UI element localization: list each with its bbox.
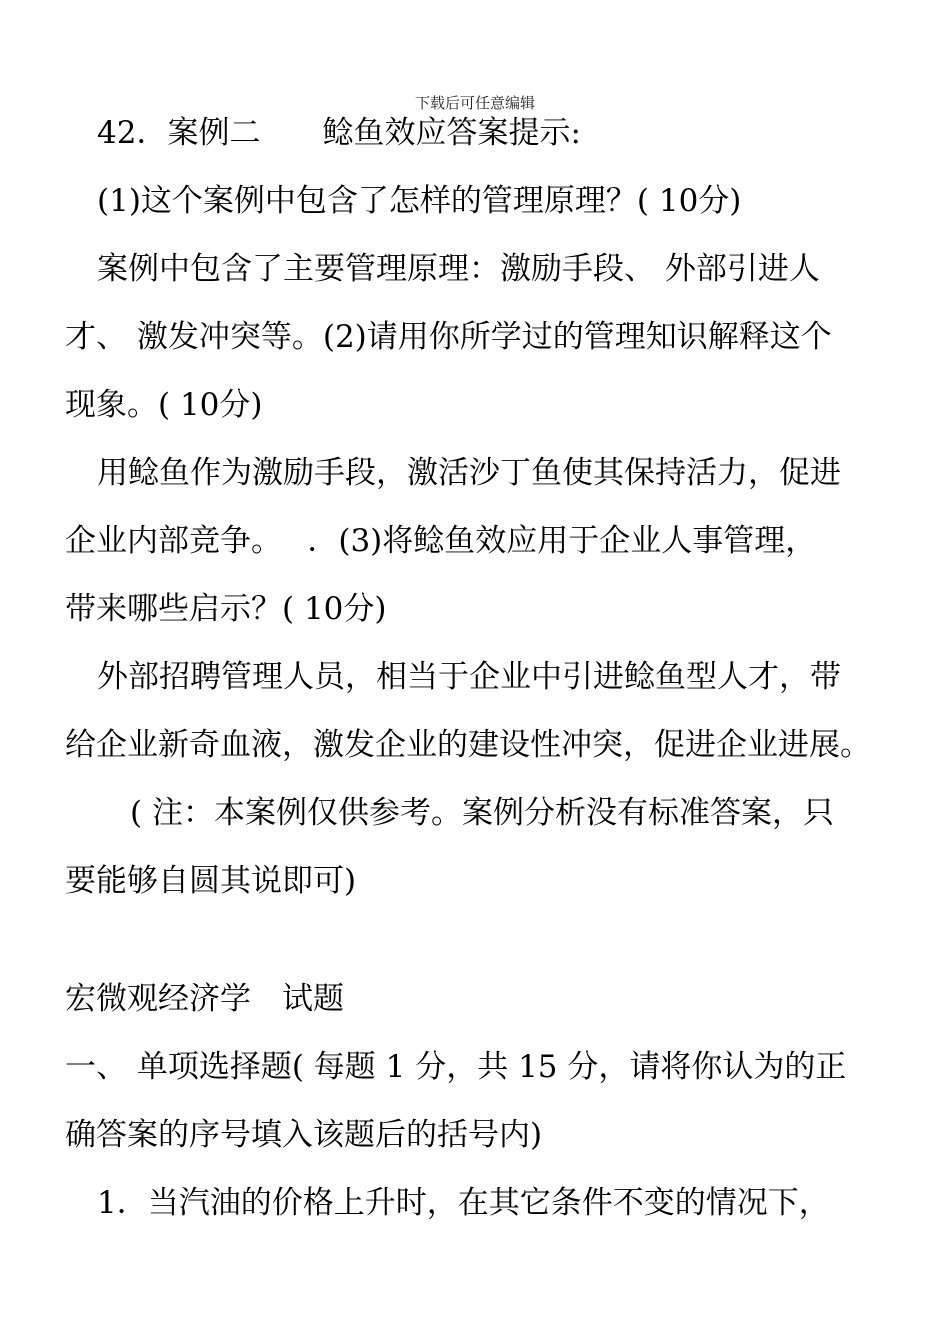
header-note: 下载后可任意编辑 (414, 94, 535, 112)
question-3-end: 带来哪些启示？( 10分) (65, 591, 387, 627)
answer-1-line-2: 才、 激发冲突等。(2)请用你所学过的管理知识解释这个 (65, 319, 832, 355)
answer-2-line-1: 用鲶鱼作为激励手段，激活沙丁鱼使其保持活力，促进 (97, 455, 841, 491)
section-1-line-1: 一、 单项选择题( 每题 1 分，共 15 分，请将你认为的正 (65, 1049, 847, 1085)
question-2-end: 现象。( 10分) (65, 387, 263, 423)
question-item-1: 1．当汽油的价格上升时，在其它条件不变的情况下， (97, 1185, 830, 1221)
answer-1-line-1: 案例中包含了主要管理原理：激励手段、 外部引进人 (97, 251, 820, 287)
case-title: 42．案例二 鲶鱼效应答案提示: (97, 115, 581, 151)
answer-3-line-2: 给企业新奇血液，激发企业的建设性冲突，促进企业进展。 (65, 727, 871, 763)
answer-2-line-2: 企业内部竞争。 ．(3)将鲶鱼效应用于企业人事管理， (65, 523, 817, 559)
exam-title: 宏微观经济学 试题 (65, 981, 344, 1017)
note-line-1: ( 注：本案例仅供参考。案例分析没有标准答案，只 (130, 795, 834, 831)
question-1: (1)这个案例中包含了怎样的管理原理？( 10分) (97, 183, 742, 219)
answer-3-line-1: 外部招聘管理人员，相当于企业中引进鲶鱼型人才，带 (97, 659, 841, 695)
section-1-line-2: 确答案的序号填入该题后的括号内) (65, 1117, 543, 1153)
note-line-2: 要能够自圆其说即可) (65, 863, 357, 899)
